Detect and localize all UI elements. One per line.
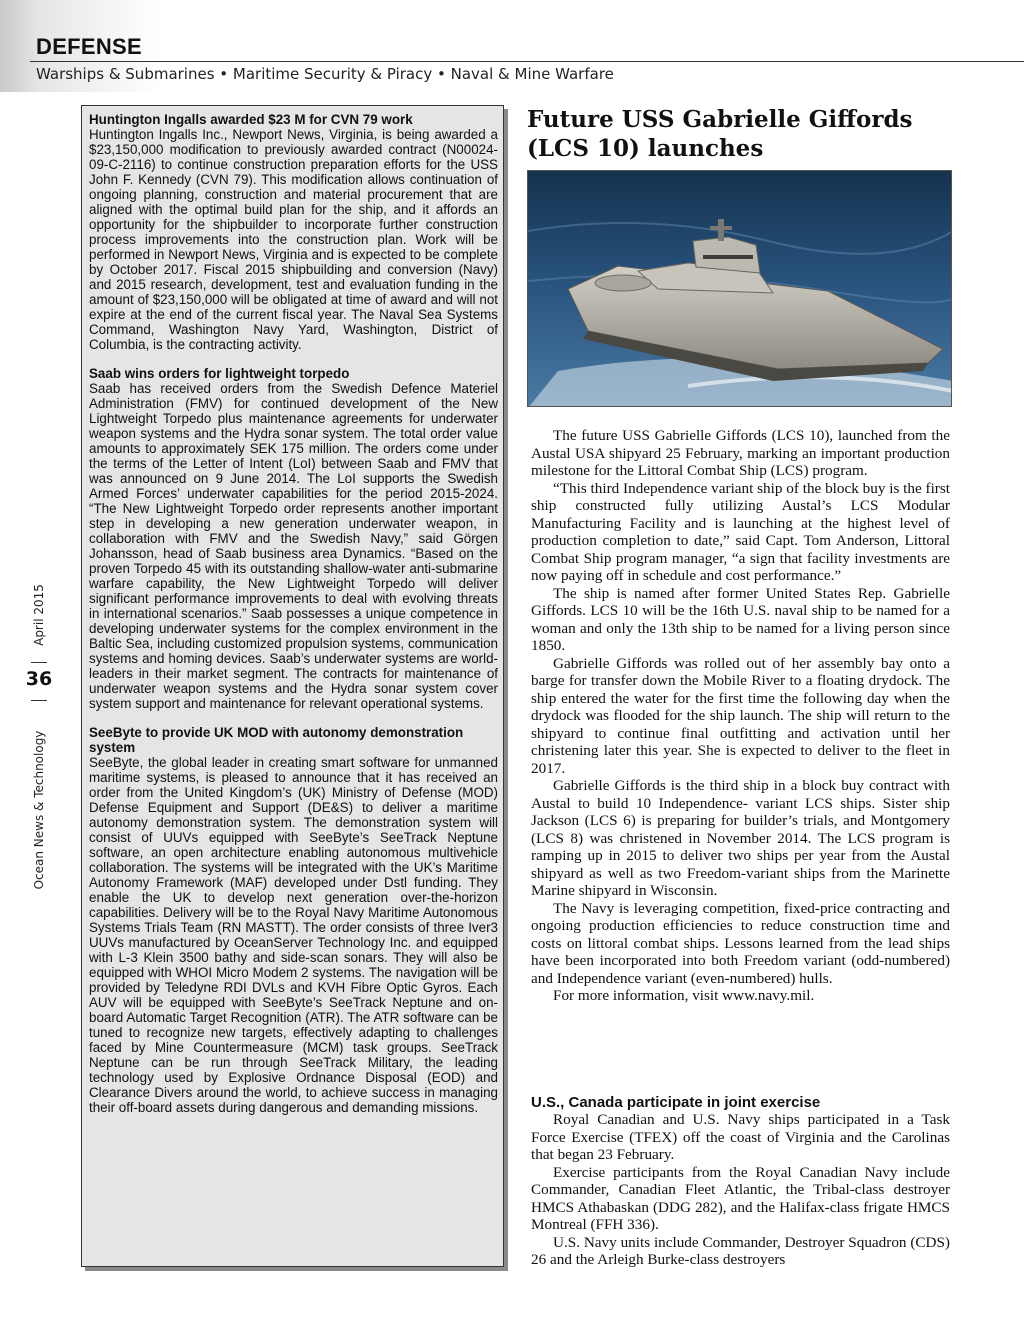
section-title: DEFENSE bbox=[36, 34, 143, 59]
article-paragraph: The ship is named after former United States Rep. Gabrielle Giffords. LCS 10 will be the 16th U.S. naval ship to be named for a woman and only the 13th ship to be named for a living person since 1850. bbox=[531, 584, 950, 654]
ship-photo bbox=[527, 170, 952, 407]
article-paragraph: U.S. Navy units include Commander, Destroyer Squadron (CDS) 26 and the Arleigh Burke-class destroyers bbox=[531, 1233, 950, 1268]
brief-title: Saab wins orders for lightweight torpedo bbox=[89, 366, 350, 381]
feature-title: Future USS Gabrielle Giffords (LCS 10) launches bbox=[527, 106, 913, 162]
news-brief bbox=[89, 366, 498, 711]
article-paragraph: The future USS Gabrielle Giffords (LCS 10), launched from the Austal USA shipyard 25 February, marking an important production milestone for the Littoral Combat Ship (LCS) program. bbox=[531, 427, 950, 479]
sidebar-divider bbox=[31, 662, 47, 663]
section-subtitle: Warships & Submarines • Maritime Security & Piracy • Naval & Mine Warfare bbox=[36, 65, 614, 83]
issue-date-text: April 2015 bbox=[32, 584, 46, 646]
article-paragraph: Royal Canadian and U.S. Navy ships participated in a Task Force Exercise (TFEX) off the coast of Virginia and the Carolinas that began 23 February. bbox=[531, 1111, 950, 1163]
brief-body: Huntington Ingalls Inc., Newport News, Virginia, is being awarded a $23,150,000 modification to previously awarded contract (N00024-09-C-2116) to continue construction preparation efforts for the USS John F. Kennedy (CVN 79). This modification allows continuation of ongoing planning, construction and material procurement that are aligned with the optimal build plan for the ship, and it affords an opportunity for the shipbuilder to incorporate further construction process improvements into the construction plan. Work will be performed in Newport News, Virginia and is expected to be complete by October 2017. Fiscal 2015 shipbuilding and conversion (Navy) and 2015 research, development, test and evaluation funding in the amount of $23,150,000 will be obligated at time of award and will not expire at the end of the current fiscal year. The Naval Sea Systems Command, Washington Navy Yard, Washington, District of Columbia, is the contracting activity. bbox=[89, 127, 498, 352]
publication-name-text: Ocean News & Technology bbox=[32, 730, 46, 890]
issue-date bbox=[24, 570, 54, 660]
news-briefs-box bbox=[81, 105, 504, 1267]
publication-name bbox=[24, 710, 54, 910]
article-paragraph: The Navy is leveraging competition, fixed-price contracting and ongoing production efficiencies to reduce construction time and costs on littoral combat ships. Lessons learned from the lead ships have been incorporated into both Freedom variant (odd-numbered) and Independence variant (even-numbered) hulls. bbox=[531, 899, 950, 987]
news-brief bbox=[89, 112, 498, 352]
sidebar-divider bbox=[31, 700, 47, 701]
second-article-title: U.S., Canada participate in joint exercise bbox=[531, 1094, 821, 1111]
article-paragraph: Exercise participants from the Royal Canadian Navy include Commander, Canadian Fleet Atlantic, the Tribal-class destroyer HMCS Athabaskan (DDG 282), and the Halifax-class frigate HMCS Montreal (FFH 336). bbox=[531, 1163, 950, 1233]
article-paragraph: “This third Independence variant ship of the block buy is the first ship constructed fully utilizing Austal’s LCS Modular Manufacturing Facility and is launching at the highest level of production completion to date,” said Capt. Tom Anderson, Littoral Combat Ship program manager, “a sign that facility investments are now paying off in schedule and cost performance.” bbox=[531, 479, 950, 584]
page-number: 36 bbox=[25, 668, 53, 690]
news-brief bbox=[89, 725, 498, 1115]
second-article bbox=[531, 1094, 950, 1269]
article-paragraph: Gabrielle Giffords was rolled out of her assembly bay onto a barge for transfer down the Mobile River to a floating drydock. The ship entered the water for the first time the following day when the drydock was flooded for the ship launch. The ship will return to the shipyard to continue final outfitting and activation until her christening later this year. She is expected to deliver to the fleet in 2017. bbox=[531, 654, 950, 777]
feature-header bbox=[527, 105, 952, 163]
ship-illustration bbox=[528, 171, 952, 407]
header-rule bbox=[30, 61, 1024, 62]
article-paragraph: Gabrielle Giffords is the third ship in a block buy contract with Austal to build 10 Independence- variant LCS ships. Sister ship Jackson (LCS 6) is preparing for builder’s trials, and Montgomery (LCS 8) was christened in November 2014. The LCS program is ramping up in 2015 to deliver two ships per year from the Austal shipyard as well as two Freedom-variant ships from the Marinette Marine shipyard in Wisconsin. bbox=[531, 777, 950, 899]
brief-body: Saab has received orders from the Swedish Defence Materiel Administration (FMV) for continued development of the New Lightweight Torpedo plus maintenance agreements for underwater weapon systems and the Hydra sonar system. The total order value amounts to approximately SEK 175 million. The orders come under the terms of the Letter of Intent (LoI) between Saab and FMV that was announced on 9 June 2014. The LoI supports the Swedish Armed Forces’ underwater capabilities for the period 2015-2024. “The New Lightweight Torpedo order represents another important step in developing a new generation underwater weapon, in collaboration with FMV and the Swedish Navy,” said Görgen Johansson, head of Saab business area Dynamics. “Based on the proven Torpedo 45 with its outstanding shallow-water anti-submarine warfare capability, the New Lightweight Torpedo will deliver significant performance improvements to deal with evolving threats in international scenarios.” Saab possesses a unique competence in developing underwater systems for the complex environment in the Baltic Sea, including customized propulsion systems, communication systems and homing devices. Saab’s underwater systems are world-leaders in their market segment. The contracts for maintenance of underwater weapon systems and the Hydra sonar system cover system support and maintenance for relevant operational systems. bbox=[89, 381, 498, 711]
article-paragraph: For more information, visit www.navy.mil. bbox=[553, 987, 815, 1004]
brief-title: SeeByte to provide UK MOD with autonomy demonstration system bbox=[89, 725, 464, 755]
brief-title: Huntington Ingalls awarded $23 M for CVN 79 work bbox=[89, 112, 413, 127]
page-sidebar bbox=[24, 570, 54, 910]
brief-body: SeeByte, the global leader in creating smart software for unmanned maritime systems, is pleased to announce that it has received an order from the United Kingdom’s (UK) Ministry of Defense (MOD) Defense Equipment and Support (DE&S) to deliver a maritime autonomy demonstration system. The demonstration system will consist of UUVs equipped with SeeByte’s SeeTrack Neptune software, an open architecture enabling autonomous multivehicle collaboration. The systems will be integrated with the UK’s Maritime Autonomy Framework (MAF) developed under Dstl funding. They enable the UK to develop next generation over-the-horizon capabilities. Delivery will be to the Royal Navy Maritime Autonomous Systems Trials Team (RN MASTT). The order consists of three Iver3 UUVs manufactured by OceanServer Technology Inc. and equipped with L-3 Klein 3500 bathy and side-scan sonars. They will also be equipped with WHOI Micro Modem 2 systems. The navigation will be provided by Teledyne RDI DVLs and KVH Fibre Optic Gyros. Each AUV will be equipped with SeeByte’s SeeTrack Neptune and on-board Automatic Target Recognition (ATR). The ATR software can be tuned to recognize new targets, effectively adapting to challenges faced by Mine Countermeasure (MCM) task groups. SeeTrack Neptune can be run through SeeTrack Military, the leading technology used by Explosive Ordnance Disposal (EOD) and Clearance Divers around the world, to achieve success in managing their off-board assets during dangerous and demanding missions. bbox=[89, 755, 498, 1115]
feature-article bbox=[531, 427, 950, 1005]
